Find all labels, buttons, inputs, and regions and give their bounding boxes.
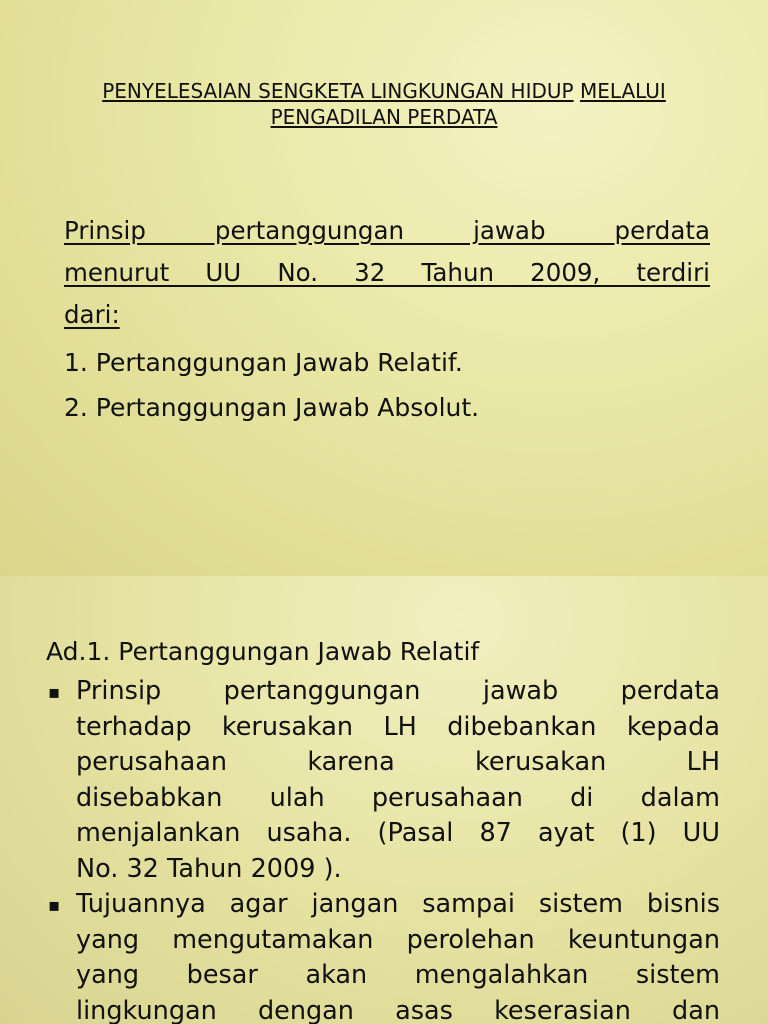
slide-title: [40, 78, 728, 130]
bullet-line: Prinsip pertanggungan jawab perdata: [76, 676, 720, 706]
principle-line: menurut UU No. 32 Tahun 2009, terdiri: [64, 258, 710, 287]
bullet-item: [46, 674, 720, 887]
numbered-list: [64, 340, 479, 430]
bullet-line: lingkungan dengan asas keserasian dan: [76, 995, 720, 1024]
bullet-icon: ▪: [48, 682, 61, 703]
title-part-2: MELALUI: [579, 79, 666, 103]
title-line-2: PENGADILAN PERDATA: [270, 105, 498, 129]
bullet-icon: ▪: [48, 895, 61, 916]
bullet-line: yang besar akan mengalahkan sistem: [76, 960, 720, 990]
section-heading: Ad.1. Pertanggungan Jawab Relatif: [46, 637, 480, 666]
principle-line: Prinsip pertanggungan jawab perdata: [64, 216, 710, 245]
bullet-line: perusahaan karena kerusakan LH: [76, 747, 720, 777]
bullet-line: disebabkan ulah perusahaan di dalam: [76, 782, 720, 813]
title-part-1: PENYELESAIAN SENGKETA LINGKUNGAN HIDUP: [102, 79, 574, 103]
slide-2: [0, 576, 768, 1024]
list-item: 2. Pertanggungan Jawab Absolut.: [64, 393, 480, 422]
bullet-line: No. 32 Tahun 2009 ).: [76, 853, 342, 884]
bullet-line: yang mengutamakan perolehan keuntungan: [76, 924, 720, 955]
principle-statement: [64, 210, 710, 336]
bullet-item: [46, 887, 720, 1024]
list-item: 1. Pertanggungan Jawab Relatif.: [64, 348, 463, 377]
bullet-line: terhadap kerusakan LH dibebankan kepada: [76, 711, 720, 742]
bullet-line: Tujuannya agar jangan sampai sistem bisnis: [76, 889, 720, 919]
bullet-line: menjalankan usaha. (Pasal 87 ayat (1) UU: [76, 818, 720, 848]
bullet-list: [46, 674, 720, 1024]
principle-line: dari:: [64, 300, 120, 329]
